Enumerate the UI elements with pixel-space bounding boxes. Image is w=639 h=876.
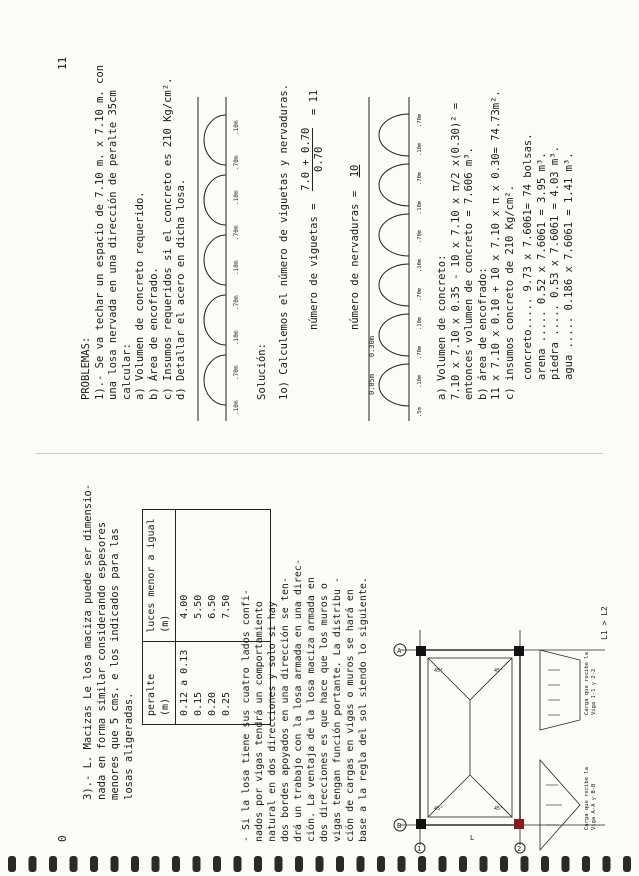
dim-label: .70m <box>417 345 423 359</box>
binding-ring <box>357 856 365 872</box>
binding-ring <box>480 856 488 872</box>
slab-void-arch <box>379 364 409 406</box>
intro-line: 3).- L. Macizas Le losa maciza puede ser dimensio- <box>82 483 94 800</box>
dim-label: .10m <box>417 316 423 330</box>
dim-label: .10m <box>233 190 240 205</box>
paragraph-line: base a la regla del sol siendo lo siguiente. <box>358 577 369 842</box>
slab-plan-drawing <box>390 620 615 855</box>
intro-line: nada en forma similar considerando espesores <box>95 521 108 800</box>
table-col-peralte: 0.12 a 0.13 0.15 0.20 0.25 <box>176 641 271 724</box>
binding-ring <box>70 856 78 872</box>
slab-void-arch <box>379 314 409 356</box>
paragraph-line: dos direcciones es que hace que los muros o <box>319 583 330 842</box>
problem-line: calcular: <box>120 343 133 400</box>
losa-paragraph <box>240 559 370 842</box>
calc-line: a) Volumen de concreto: <box>436 254 448 400</box>
binding-ring <box>213 856 221 872</box>
dim-label: .70m <box>233 155 240 170</box>
dim-label: .10m <box>417 258 423 272</box>
nervaduras-result: 10 <box>349 164 361 178</box>
angle-label: 45° <box>434 668 444 674</box>
paragraph-line: dos bordes apoyados en una dirección se ten- <box>280 577 291 842</box>
calculations-block <box>436 90 518 400</box>
left-page-number: 0 <box>56 835 69 842</box>
axis-label: 2 <box>517 845 522 853</box>
paragraph-line: nados por vigas tendrá un comportamiento <box>254 601 265 842</box>
binding-ring <box>49 856 57 872</box>
paragraph-line: ción. La ventaja de la losa maciza armada en <box>306 577 317 842</box>
page-fold <box>36 453 603 454</box>
dim-label: .10m <box>233 260 240 275</box>
angle-label: 45° <box>494 668 504 674</box>
viguetas-denominator: 0.70 <box>313 146 325 172</box>
paragraph-line: drá un trabajo con la losa armada en una direc- <box>293 559 304 842</box>
table-header-peralte: peralte (m) <box>143 641 176 724</box>
intro-line: menores que 5 cms. e los indicados para las <box>109 528 122 800</box>
binding-ring <box>582 856 590 872</box>
binding-ring <box>418 856 426 872</box>
slab-void-arch <box>204 355 226 405</box>
binding-ring <box>254 856 262 872</box>
insumo-line: arena ..... 0.52 x 7.6061 = 3.95 m³. <box>535 152 548 380</box>
dim-label: .10m <box>233 120 240 135</box>
dim-label: .5m <box>417 407 423 417</box>
dim-label: 0.30m <box>368 335 376 358</box>
paragraph-line: - Si la losa tiene sus cuatro lados confi- <box>241 589 252 842</box>
slab-void-arch <box>204 235 226 285</box>
binding-ring <box>275 856 283 872</box>
calc-line: 11 x 7.10 x 0.10 + 10 x 7.10 x π x 0.30= 74.73m². <box>490 90 503 400</box>
load-caption-triangle: Carga que recibe la Viga A-A y B-B <box>584 767 597 830</box>
binding-ring <box>541 856 549 872</box>
dim-label: .10m <box>233 400 240 415</box>
insumo-line: piedra ..... 0.53 x 7.6061 = 4.03 m³. <box>549 146 562 380</box>
problem-line: b) Área de encofrado. <box>147 267 160 400</box>
slab-void-arch <box>379 164 409 206</box>
insumo-line: concreto..... 9.73 x 7.6061= 74 bolsas. <box>522 133 534 380</box>
span-relation: L1 > L2 <box>600 606 609 640</box>
viguetas-formula <box>300 90 325 330</box>
intro-line: losas aligeradas. <box>122 692 135 800</box>
angle-label: 45° <box>494 806 504 812</box>
slab-void-arch <box>379 214 409 256</box>
binding-ring <box>172 856 180 872</box>
table-col-luces: 4.00 5.50 6.50 7.50 <box>176 510 271 641</box>
right-page-number: 11 <box>56 56 69 70</box>
dim-label: 0.05m <box>368 373 376 395</box>
binding-ring <box>152 856 160 872</box>
axis-label: A <box>397 647 402 655</box>
binding-ring <box>521 856 529 872</box>
axis-label: 1 <box>417 845 422 853</box>
axis-label: B <box>397 822 402 830</box>
problem-line: c) Insumos requeridos si el concreto es 210 Kg/cm². <box>161 77 174 400</box>
binding-ring <box>377 856 385 872</box>
dim-label: .10m <box>417 374 423 388</box>
binding-ring <box>336 856 344 872</box>
slab-void-arch <box>204 115 226 165</box>
binding-ring <box>111 856 119 872</box>
slab-void-arch <box>379 264 409 306</box>
angle-label: 45° <box>434 806 444 812</box>
dim-label: .70m <box>233 295 240 310</box>
paragraph-line: vigas tengan función portante. La distribu - <box>332 577 343 842</box>
viguetas-label: número de viguetas = <box>308 203 320 330</box>
problem-line: 1).- Se va techar un espacio de 7.10 m. x 7.10 m. con <box>93 64 106 400</box>
paragraph-line: ción de cargas en vigas o muros se hará en <box>345 589 356 842</box>
slab-void-arch <box>204 295 226 345</box>
binding-ring <box>234 856 242 872</box>
binding-ring <box>8 856 16 872</box>
insumo-line: agua ..... 0.186 x 7.6061 = 1.41 m³. <box>562 152 575 380</box>
binding-ring <box>623 856 631 872</box>
dim-label: .70m <box>233 225 240 240</box>
ribbed-slab-drawing-top <box>196 95 248 425</box>
table-header-luces: luces menor a igual (m) <box>143 510 176 641</box>
solution-heading: Solución: <box>256 343 268 400</box>
viguetas-result: = 11 <box>308 89 320 116</box>
binding-ring <box>500 856 508 872</box>
dim-label: .70m <box>417 113 423 127</box>
problem-line: a) Volumen de concreto requerido. <box>134 191 147 400</box>
calc-line: b) área de encofrado: <box>476 267 489 400</box>
problem-line: una losa nervada en una dirección de peralte 35cm <box>107 90 120 400</box>
dim-label: .10m <box>417 200 423 214</box>
binding-ring <box>459 856 467 872</box>
dim-label: .70m <box>233 365 240 380</box>
problem-block <box>80 65 189 400</box>
binding-ring <box>562 856 570 872</box>
slab-void-arch <box>204 175 226 225</box>
macizas-intro <box>82 484 136 800</box>
dim-label: .10m <box>233 330 240 345</box>
spiral-binding <box>0 842 639 876</box>
problem-line: d) Detallar el acero en dicha losa. <box>175 178 188 400</box>
dim-label: .70m <box>417 287 423 301</box>
binding-ring <box>603 856 611 872</box>
dim-label: .70m <box>417 229 423 243</box>
slab-void-arch <box>379 114 409 156</box>
nervaduras-label: número de nervaduras = <box>349 190 361 330</box>
calc-line: entonces volumen de concreto = 7.606 m³. <box>463 147 476 400</box>
calc-line: c) insumos concreto de 210 Kg/cm². <box>503 185 516 400</box>
dim-label: .10m <box>417 142 423 156</box>
binding-ring <box>131 856 139 872</box>
binding-ring <box>439 856 447 872</box>
binding-ring <box>295 856 303 872</box>
dim-label: .70m <box>417 171 423 185</box>
binding-ring <box>90 856 98 872</box>
insumos-block <box>522 133 576 380</box>
solution-block <box>256 84 291 400</box>
span-label: L <box>470 834 475 842</box>
load-caption-trapezoid: Carga que recibe la Viga 1-1 y 2-2 <box>584 652 597 715</box>
binding-ring <box>193 856 201 872</box>
binding-ring <box>316 856 324 872</box>
binding-ring <box>398 856 406 872</box>
step-one: 1o) Calculemos el número de viguetas y nervaduras. <box>277 83 290 400</box>
calc-line: 7.10 x 7.10 x 0.35 - 10 x 7.10 x π/2 x(0.30)² = <box>449 102 462 400</box>
binding-ring <box>29 856 37 872</box>
problems-heading: PROBLEMAS: <box>80 336 92 400</box>
paragraph-line: natural en dos direcciones y solo si hay <box>267 601 278 842</box>
viguetas-numerator: 7.0 + 0.70 <box>300 127 312 191</box>
nervaduras-formula <box>343 165 362 330</box>
load-diagram-trapezoid <box>540 650 580 730</box>
load-diagram-triangle <box>540 760 580 850</box>
detail-left-dims <box>368 336 376 395</box>
